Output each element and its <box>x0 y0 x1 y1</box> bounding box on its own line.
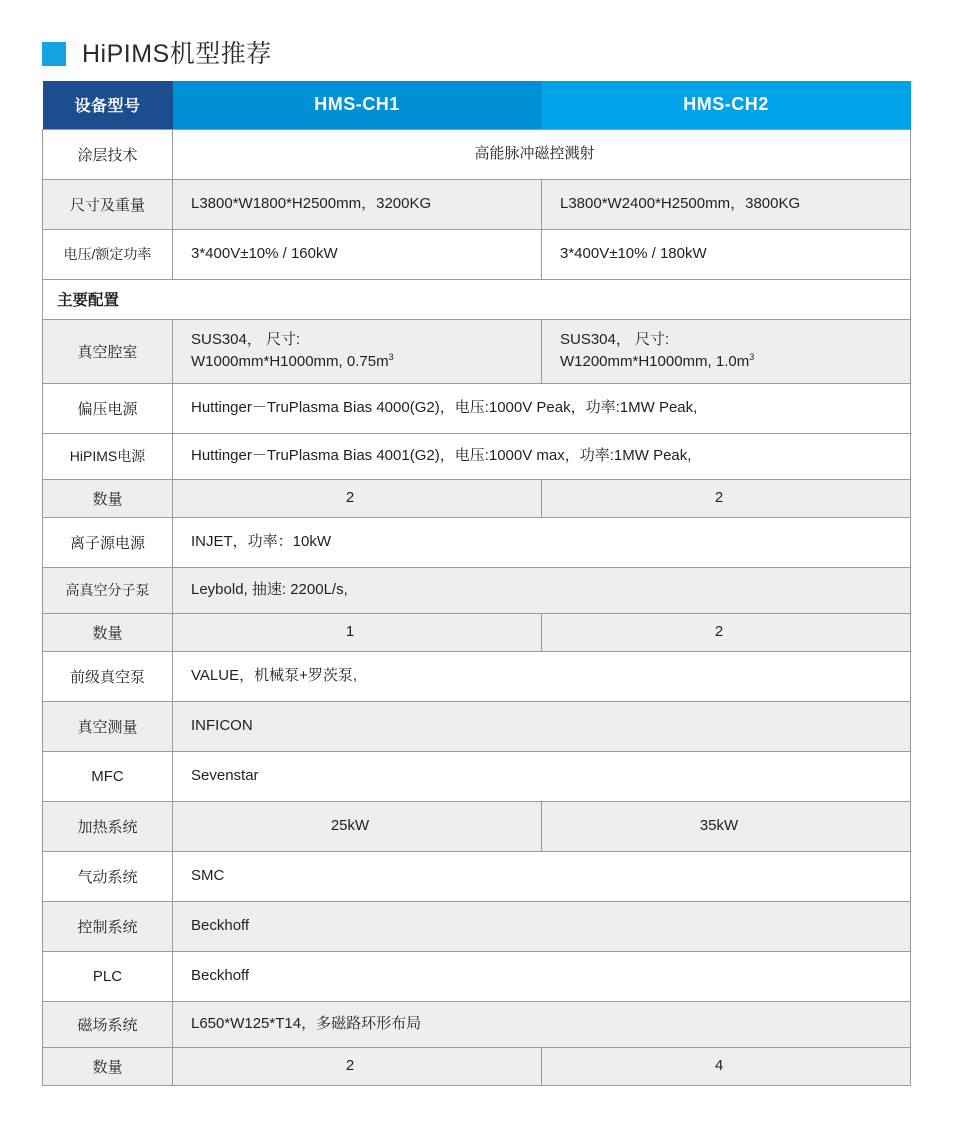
table-row <box>43 517 911 567</box>
row-value-pneumatic: SMC <box>173 851 911 901</box>
row-label-coating: 涂层技术 <box>43 129 173 179</box>
row-value-voltage-power-ch1: 3*400V±10% / 160kW <box>173 229 542 279</box>
row-value-mfc: Sevenstar <box>173 751 911 801</box>
row-value-fore-pump: VALUE，机械泵+罗茨泵, <box>173 651 911 701</box>
row-value-vacuum-gauge: INFICON <box>173 701 911 751</box>
row-value-heating-ch1: 25kW <box>173 801 542 851</box>
vacuum-chamber-ch1-sup: 3 <box>388 352 394 362</box>
page-title <box>0 0 960 70</box>
vacuum-chamber-ch2-sup: 3 <box>749 352 755 362</box>
row-label-plc: PLC <box>43 951 173 1001</box>
table-row <box>43 129 911 179</box>
table-row <box>43 701 911 751</box>
row-label-bias-supply: 偏压电源 <box>43 383 173 433</box>
table-row <box>43 901 911 951</box>
row-value-control: Beckhoff <box>173 901 911 951</box>
row-label-size-weight: 尺寸及重量 <box>43 179 173 229</box>
row-label-hipims-qty: 数量 <box>43 479 173 517</box>
row-value-hipims-supply: Huttinger－TruPlasma Bias 4001(G2)，电压:1000V max，功率:1MW Peak, <box>173 433 911 479</box>
row-value-molecular-pump-qty-ch2: 2 <box>542 613 911 651</box>
specifications-table <box>42 81 911 1086</box>
table-row <box>43 1001 911 1047</box>
header-cell-model: 设备型号 <box>43 81 173 129</box>
table-row <box>43 179 911 229</box>
row-value-size-weight-ch1: L3800*W1800*H2500mm，3200KG <box>173 179 542 229</box>
row-value-molecular-pump: Leybold, 抽速: 2200L/s, <box>173 567 911 613</box>
table-row <box>43 433 911 479</box>
row-label-voltage-power: 电压/额定功率 <box>43 229 173 279</box>
row-value-magnetic-qty-ch1: 2 <box>173 1047 542 1085</box>
table-row <box>43 951 911 1001</box>
table-row <box>43 319 911 383</box>
header-cell-ch1: HMS-CH1 <box>173 81 542 129</box>
table-header-row <box>43 81 911 129</box>
table-row <box>43 851 911 901</box>
row-value-coating: 高能脉冲磁控溅射 <box>173 129 911 179</box>
table-row <box>43 479 911 517</box>
row-value-heating-ch2: 35kW <box>542 801 911 851</box>
row-label-molecular-pump: 高真空分子泵 <box>43 567 173 613</box>
row-value-plc: Beckhoff <box>173 951 911 1001</box>
row-label-ion-source: 离子源电源 <box>43 517 173 567</box>
table-row <box>43 567 911 613</box>
page-title-text: HiPIMS机型推荐 <box>82 39 272 68</box>
row-label-molecular-pump-qty: 数量 <box>43 613 173 651</box>
row-label-magnetic: 磁场系统 <box>43 1001 173 1047</box>
title-marker-icon <box>42 42 66 66</box>
row-label-mfc: MFC <box>43 751 173 801</box>
row-label-heating: 加热系统 <box>43 801 173 851</box>
table-row <box>43 613 911 651</box>
vacuum-chamber-ch2-line1: SUS304， 尺寸: <box>560 331 670 349</box>
row-value-magnetic-qty-ch2: 4 <box>542 1047 911 1085</box>
row-label-control: 控制系统 <box>43 901 173 951</box>
row-value-magnetic: L650*W125*T14，多磁路环形布局 <box>173 1001 911 1047</box>
vacuum-chamber-ch1-line1: SUS304， 尺寸: <box>191 331 301 349</box>
vacuum-chamber-ch2-line2: W1200mm*H1000mm, 1.0m <box>560 353 750 370</box>
row-value-bias-supply: Huttinger－TruPlasma Bias 4000(G2)，电压:1000V Peak，功率:1MW Peak, <box>173 383 911 433</box>
row-label-fore-pump: 前级真空泵 <box>43 651 173 701</box>
vacuum-chamber-ch1-line2: W1000mm*H1000mm, 0.75m <box>191 353 389 370</box>
table-section-row <box>43 279 911 319</box>
table-row <box>43 751 911 801</box>
table-row <box>43 801 911 851</box>
row-label-vacuum-chamber: 真空腔室 <box>43 319 173 383</box>
row-value-size-weight-ch2: L3800*W2400*H2500mm，3800KG <box>542 179 911 229</box>
row-value-ion-source: INJET，功率：10kW <box>173 517 911 567</box>
row-label-magnetic-qty: 数量 <box>43 1047 173 1085</box>
table-row <box>43 383 911 433</box>
row-value-voltage-power-ch2: 3*400V±10% / 180kW <box>542 229 911 279</box>
row-value-vacuum-chamber-ch2 <box>542 319 911 383</box>
row-label-hipims-supply: HiPIMS电源 <box>43 433 173 479</box>
table-row <box>43 651 911 701</box>
row-label-vacuum-gauge: 真空测量 <box>43 701 173 751</box>
table-row <box>43 1047 911 1085</box>
header-cell-ch2: HMS-CH2 <box>542 81 911 129</box>
row-value-hipims-qty-ch2: 2 <box>542 479 911 517</box>
row-value-molecular-pump-qty-ch1: 1 <box>173 613 542 651</box>
row-label-pneumatic: 气动系统 <box>43 851 173 901</box>
row-value-hipims-qty-ch1: 2 <box>173 479 542 517</box>
row-value-vacuum-chamber-ch1 <box>173 319 542 383</box>
table-row <box>43 229 911 279</box>
section-title-main-config: 主要配置 <box>43 279 911 319</box>
